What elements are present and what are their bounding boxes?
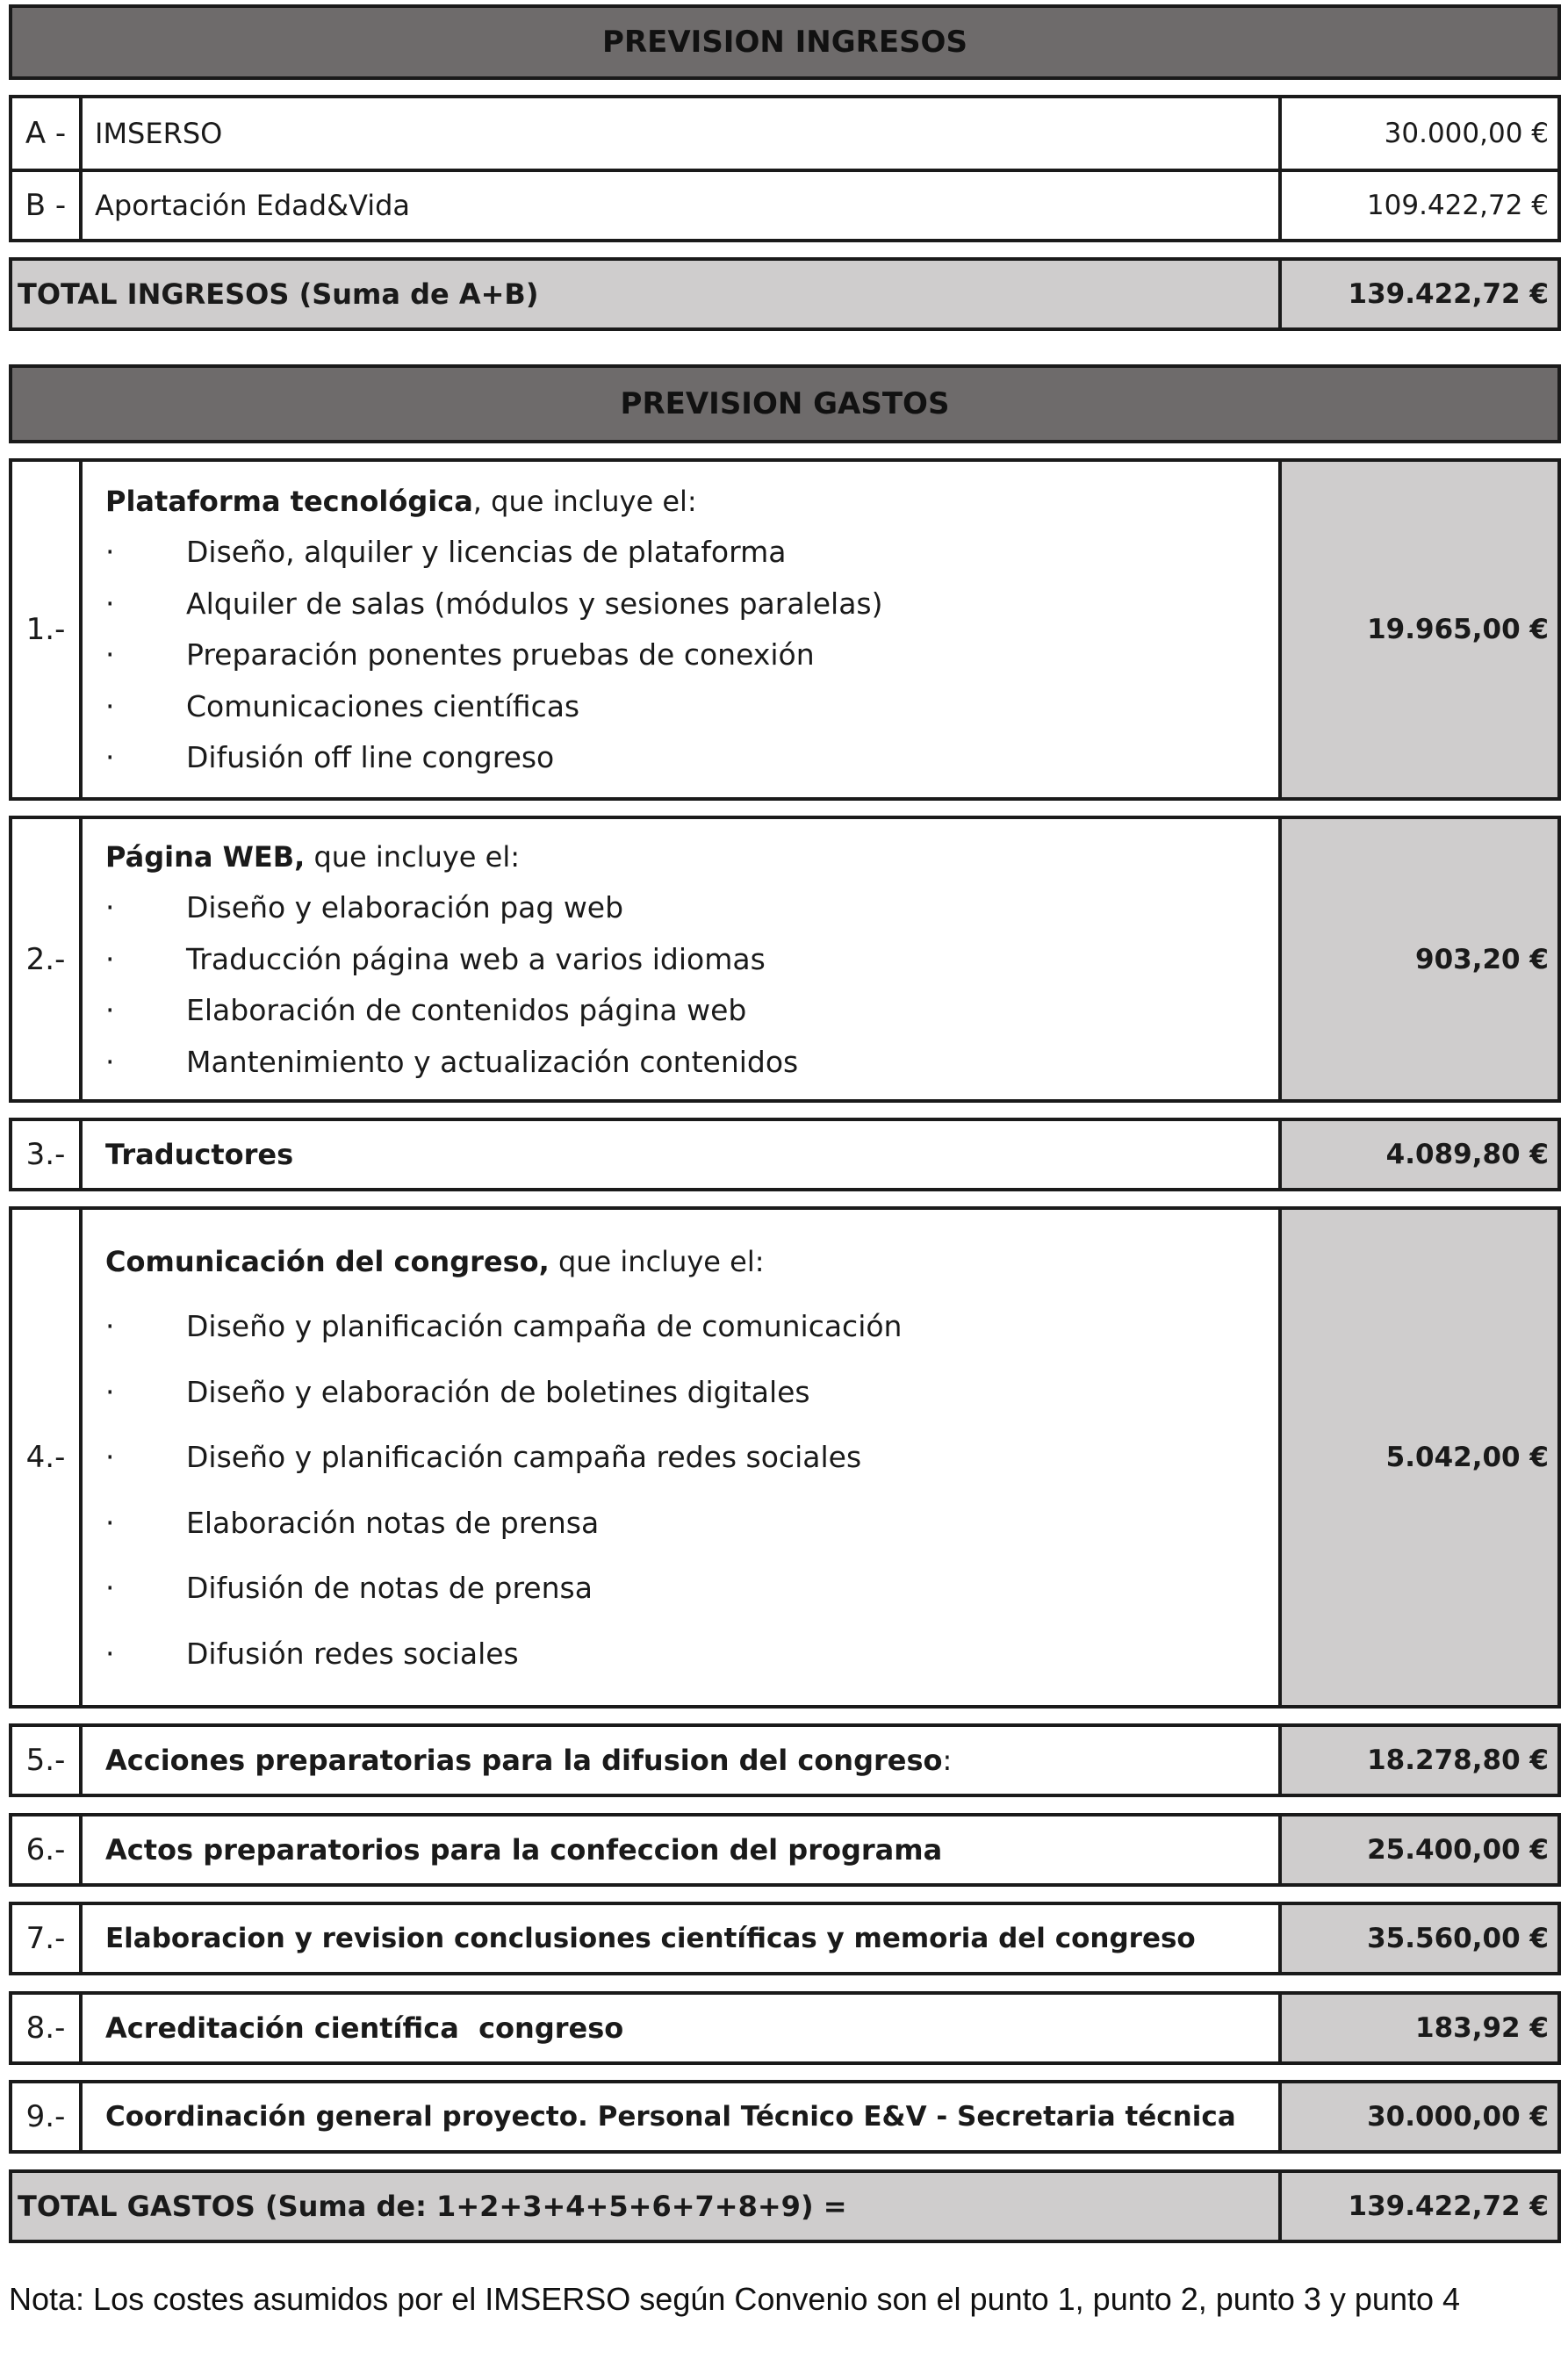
gasto-amount: 18.278,80 € [1282,1727,1557,1794]
gasto-title: Elaboracion y revision conclusiones científicas y memoria del congreso [83,1905,1282,1972]
gasto-item-2 [9,816,1561,1103]
gasto-amount: 35.560,00 € [1282,1905,1557,1972]
ingresos-total-amount: 139.422,72 € [1348,278,1549,310]
bullet-item: · Difusión de notas de prensa [105,1571,593,1605]
footnote: Nota: Los costes asumidos por el IMSERSO según Convenio son el punto 1, punto 2, punto 3 y punto 4 [9,2281,1461,2317]
gasto-item-8 [9,1991,1561,2065]
gasto-title: Actos preparatorios para la confeccion del programa [83,1816,1282,1883]
ingresos-code: B - [12,172,83,239]
ingresos-amount: 109.422,72 € [1366,190,1549,221]
gasto-title: Acciones preparatorias para la difusion del congreso : [83,1727,1282,1794]
ingresos-total-row [9,257,1561,331]
gastos-header-text: PREVISION GASTOS [620,386,950,421]
bullet-item: · Elaboración notas de prensa [105,1505,600,1540]
gasto-amount: 903,20 € [1282,819,1557,1099]
gasto-title: Página WEB, que incluye el: [105,839,520,874]
gasto-item-6 [9,1813,1561,1887]
bullet-item: · Diseño y elaboración de boletines digitales [105,1374,810,1409]
gasto-title: Plataforma tecnológica , que incluye el: [105,484,697,518]
gastos-header [9,364,1561,443]
gasto-amount: 25.400,00 € [1282,1816,1557,1883]
ingresos-total-label: TOTAL INGRESOS (Suma de A+B) [12,261,1282,327]
gasto-item-7 [9,1902,1561,1975]
gasto-item-1 [9,458,1561,801]
gasto-amount: 183,92 € [1282,1995,1557,2061]
gasto-code: 6.- [12,1816,83,1883]
bullet-item: · Diseño y elaboración pag web [105,890,624,924]
gasto-description [83,462,1282,797]
ingresos-label: Aportación Edad&Vida [83,172,1282,239]
gasto-code: 3.- [12,1121,83,1188]
gasto-title: Acreditación científica congreso [83,1995,1282,2061]
gasto-title: Traductores [83,1121,1282,1188]
gasto-amount: 4.089,80 € [1282,1121,1557,1188]
gasto-title: Coordinación general proyecto. Personal Técnico E&V - Secretaria técnica [83,2083,1282,2150]
gastos-total-row [9,2169,1561,2243]
gasto-item-4 [9,1206,1561,1709]
gasto-description [83,819,1282,1099]
ingresos-header [9,4,1561,80]
gastos-total-amount: 139.422,72 € [1348,2191,1549,2222]
bullet-item: · Alquiler de salas (módulos y sesiones paralelas) [105,586,883,621]
ingresos-label: IMSERSO [83,98,1282,169]
bullet-item: · Diseño, alquiler y licencias de plataforma [105,535,787,570]
gasto-code: 1.- [12,462,83,797]
gastos-total-label: TOTAL GASTOS (Suma de: 1+2+3+4+5+6+7+8+9) = [12,2173,1282,2240]
ingresos-row-a [12,98,1557,172]
gasto-description [83,1210,1282,1705]
gasto-code: 5.- [12,1727,83,1794]
bullet-item: · Preparación ponentes pruebas de conexión [105,637,815,673]
gasto-amount: 19.965,00 € [1282,462,1557,797]
ingresos-header-text: PREVISION INGRESOS [602,25,967,60]
gasto-item-3 [9,1118,1561,1191]
gasto-code: 8.- [12,1995,83,2061]
bullet-item: · Difusión off line congreso [105,740,555,775]
gasto-amount: 5.042,00 € [1282,1210,1557,1705]
gasto-code: 4.- [12,1210,83,1705]
gasto-amount: 30.000,00 € [1282,2083,1557,2150]
ingresos-table [9,95,1561,242]
bullet-item: · Diseño y planificación campaña redes sociales [105,1440,862,1474]
bullet-item: · Comunicaciones científicas [105,688,580,723]
gasto-code: 2.- [12,819,83,1099]
gasto-code: 9.- [12,2083,83,2150]
ingresos-code: A - [12,98,83,169]
bullet-item: · Diseño y planificación campaña de comunicación [105,1309,903,1343]
bullet-item: · Mantenimiento y actualización contenidos [105,1044,799,1079]
gasto-title: Comunicación del congreso, que incluye el: [105,1244,765,1278]
gasto-code: 7.- [12,1905,83,1972]
gasto-item-5 [9,1723,1561,1797]
bullet-item: · Traducción página web a varios idiomas [105,941,766,976]
bullet-item: · Elaboración de contenidos página web [105,993,747,1027]
bullet-item: · Difusión redes sociales [105,1636,519,1671]
gasto-item-9 [9,2080,1561,2154]
ingresos-row-b [12,172,1557,239]
ingresos-amount: 30.000,00 € [1384,118,1549,149]
